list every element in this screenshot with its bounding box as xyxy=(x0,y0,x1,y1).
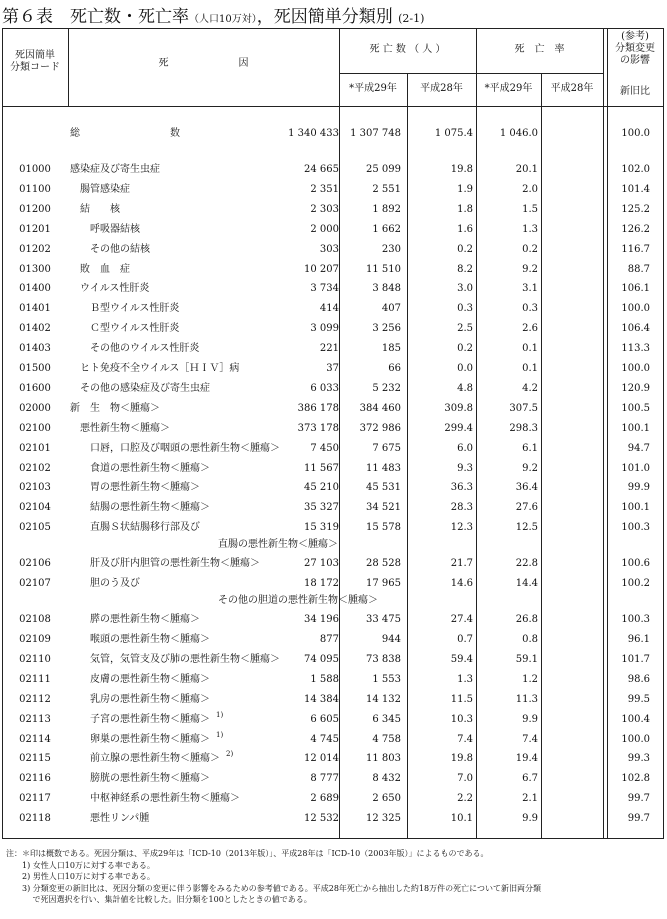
cause-code: 02101 xyxy=(19,442,51,454)
header-deaths: 死 亡 数 （ 人 ） xyxy=(369,44,446,55)
deaths-h28: 372 986 xyxy=(359,422,401,434)
footnote-0: 注：＊印は概数である。死因分類は、平成29年は「ICD-10（2013年版）」、平成28年は「ICD-10（2003年版）」によるものである。 xyxy=(6,849,489,858)
cause-name: 喉頭の悪性新生物＜腫瘍＞ xyxy=(90,634,210,645)
ratio: 99.7 xyxy=(627,793,650,805)
cause-name: 肝及び肝内胆管の悪性新生物＜腫瘍＞ xyxy=(90,558,260,570)
ratio: 101.4 xyxy=(621,183,650,195)
deaths-h28: 6 345 xyxy=(372,713,401,725)
cause-name: 呼吸器結核 xyxy=(90,223,140,235)
cause-code: 01403 xyxy=(19,343,51,355)
table-row xyxy=(2,670,664,689)
cause-name: 口唇，口腔及び咽頭の悪性新生物＜腫瘍＞ xyxy=(90,442,280,454)
header-deaths-h28: 平成28年 xyxy=(420,83,463,94)
total-deaths-h28: 1 307 748 xyxy=(350,128,401,139)
ratio: 102.8 xyxy=(621,773,650,785)
rate-h29: 19.8 xyxy=(450,164,473,175)
cause-code: 02117 xyxy=(19,793,51,805)
deaths-h28: 11 803 xyxy=(366,753,401,765)
cause-name: Ｃ型ウイルス性肝炎 xyxy=(90,323,180,335)
cause-name: 子宮の悪性新生物＜腫瘍＞ xyxy=(90,713,210,725)
header-code: 死因簡単 分類コード xyxy=(10,50,60,73)
ratio: 106.4 xyxy=(621,323,650,335)
cause-name: Ｂ型ウイルス性肝炎 xyxy=(90,303,180,315)
table-row xyxy=(2,690,664,709)
ratio: 100.0 xyxy=(621,363,650,374)
table-row xyxy=(2,200,664,219)
rate-h28: 20.1 xyxy=(515,164,538,175)
deaths-h28: 34 521 xyxy=(366,502,401,514)
cause-code: 02103 xyxy=(19,482,51,494)
deaths-h28: 33 475 xyxy=(366,614,401,626)
cause-code: 02118 xyxy=(19,813,51,825)
rate-h29: 0.3 xyxy=(457,303,473,315)
deaths-h28: 185 xyxy=(381,343,401,355)
cause-name: 結 核 xyxy=(80,203,120,215)
deaths-h28: 3 256 xyxy=(372,323,401,335)
table-row xyxy=(2,439,664,458)
table-row xyxy=(2,260,664,279)
footnote-marker: 1) xyxy=(216,730,224,739)
cause-name: 胃の悪性新生物＜腫瘍＞ xyxy=(90,482,200,494)
total-rate-h29: 1 075.4 xyxy=(434,128,473,139)
footnote-3: 3) 分類変更の新旧比は、死因分類の変更に伴う影響をみるための参考値である。平成28年死亡から抽出した約18万件の死亡について新旧両分類 xyxy=(6,883,541,893)
rate-h28: 22.8 xyxy=(515,558,538,570)
rate-h28: 9.2 xyxy=(522,462,538,474)
rate-h28: 2.0 xyxy=(522,183,538,195)
rate-h29: 21.7 xyxy=(450,558,473,570)
subheader-divider xyxy=(339,73,604,74)
deaths-h29: 4 745 xyxy=(310,733,339,745)
cause-code: 02112 xyxy=(19,693,51,705)
table-row xyxy=(2,379,664,398)
rate-h29: 1.6 xyxy=(457,223,473,235)
table-row xyxy=(2,319,664,338)
rate-h29: 12.3 xyxy=(450,522,473,534)
cause-name: 悪性新生物＜腫瘍＞ xyxy=(80,422,170,434)
deaths-h28: 8 432 xyxy=(372,773,401,785)
rate-h29: 59.4 xyxy=(450,653,473,665)
rate-h29: 19.8 xyxy=(450,753,473,765)
cause-code: 02116 xyxy=(19,773,51,785)
deaths-h29: 74 095 xyxy=(304,653,339,665)
cause-name: 乳房の悪性新生物＜腫瘍＞ xyxy=(90,693,210,705)
cause-code: 01202 xyxy=(19,243,51,255)
rate-h29: 0.0 xyxy=(457,363,473,374)
total-deaths-h29: 1 340 433 xyxy=(288,128,339,139)
ratio: 100.0 xyxy=(621,303,650,315)
rate-h28: 9.9 xyxy=(522,713,538,725)
table-row xyxy=(2,459,664,478)
cause-code: 01300 xyxy=(19,263,51,275)
deaths-h28: 230 xyxy=(381,243,401,255)
table-row xyxy=(2,710,664,729)
rate-h28: 12.5 xyxy=(515,522,538,534)
cause-name-continued: その他の胆道の悪性新生物＜腫瘍＞ xyxy=(218,595,378,607)
deaths-h29: 2 689 xyxy=(310,793,339,805)
ratio: 96.1 xyxy=(627,634,650,645)
rate-h28: 0.8 xyxy=(522,634,538,645)
deaths-h29: 2 000 xyxy=(310,223,339,235)
ratio: 99.9 xyxy=(627,482,650,494)
cause-name: その他の結核 xyxy=(90,243,150,255)
table-row xyxy=(2,769,664,788)
table-row xyxy=(2,554,664,573)
cause-code: 02115 xyxy=(19,753,51,765)
rate-h28: 6.1 xyxy=(522,442,538,454)
rate-h29: 0.7 xyxy=(457,634,473,645)
rate-h28: 0.2 xyxy=(522,243,538,255)
deaths-h29: 303 xyxy=(319,243,339,255)
rate-h28: 4.2 xyxy=(522,382,538,394)
rate-h29: 309.8 xyxy=(444,402,473,414)
deaths-h28: 2 551 xyxy=(372,183,401,195)
table-row xyxy=(2,574,664,607)
statistics-table xyxy=(2,28,664,838)
rate-h28: 9.2 xyxy=(522,263,538,275)
rate-h28: 11.3 xyxy=(515,693,538,705)
ratio: 98.6 xyxy=(627,673,650,685)
rate-h29: 9.3 xyxy=(457,462,473,474)
deaths-h29: 414 xyxy=(319,303,339,315)
deaths-h29: 45 210 xyxy=(304,482,339,494)
deaths-h29: 2 303 xyxy=(310,203,339,215)
table-row xyxy=(2,650,664,669)
deaths-h29: 27 103 xyxy=(304,558,339,570)
ratio: 100.5 xyxy=(621,402,650,414)
cause-name: 前立腺の悪性新生物＜腫瘍＞ xyxy=(90,753,220,765)
ratio: 101.0 xyxy=(621,462,650,474)
deaths-h29: 1 588 xyxy=(310,673,339,685)
rate-h28: 1.2 xyxy=(522,673,538,685)
table-row xyxy=(2,419,664,438)
deaths-h29: 6 033 xyxy=(310,382,339,394)
rate-h28: 0.1 xyxy=(522,363,538,374)
ratio: 100.3 xyxy=(621,614,650,626)
deaths-h28: 384 460 xyxy=(359,402,401,414)
cause-name: 悪性リンパ腫 xyxy=(90,813,150,825)
cause-name: ウイルス性肝炎 xyxy=(80,283,150,295)
rate-h29: 1.9 xyxy=(457,183,473,195)
cause-name: 感染症及び寄生虫症 xyxy=(70,164,160,175)
title-part: (2-1) xyxy=(398,12,425,25)
cause-code: 02106 xyxy=(19,558,51,570)
cause-code: 02105 xyxy=(19,522,51,534)
table-row xyxy=(2,809,664,828)
rate-h29: 36.3 xyxy=(450,482,473,494)
cause-name: 新 生 物＜腫瘍＞ xyxy=(70,402,160,414)
deaths-h28: 7 675 xyxy=(372,442,401,454)
cause-code: 01400 xyxy=(19,283,51,295)
ratio: 102.0 xyxy=(621,164,650,175)
rate-h29: 0.2 xyxy=(457,243,473,255)
deaths-h29: 6 605 xyxy=(310,713,339,725)
rate-h29: 28.3 xyxy=(450,502,473,514)
rate-h29: 1.8 xyxy=(457,203,473,215)
table-row xyxy=(2,299,664,318)
title-rest: ，死因簡単分類別 xyxy=(256,7,393,27)
rate-h29: 299.4 xyxy=(444,422,473,434)
ratio: 88.7 xyxy=(627,263,650,275)
rate-h29: 6.0 xyxy=(457,442,473,454)
table-row xyxy=(2,610,664,629)
header-rate: 死 亡 率 xyxy=(514,44,565,55)
table-row xyxy=(2,160,664,179)
header-ratio: 新旧比 xyxy=(620,86,650,97)
cause-code: 01402 xyxy=(19,323,51,335)
cause-code: 02100 xyxy=(19,422,51,434)
rate-h29: 27.4 xyxy=(450,614,473,626)
deaths-h28: 3 848 xyxy=(372,283,401,295)
deaths-h28: 12 325 xyxy=(366,813,401,825)
deaths-h28: 944 xyxy=(381,634,401,645)
rate-h29: 1.3 xyxy=(457,673,473,685)
ratio: 100.1 xyxy=(621,502,650,514)
ratio: 94.7 xyxy=(627,442,650,454)
rate-h28: 2.1 xyxy=(522,793,538,805)
deaths-h29: 18 172 xyxy=(304,578,339,590)
rate-h29: 8.2 xyxy=(457,263,473,275)
deaths-h28: 73 838 xyxy=(366,653,401,665)
total-ratio: 100.0 xyxy=(621,128,650,139)
cause-code: 02102 xyxy=(19,462,51,474)
rate-h29: 2.5 xyxy=(457,323,473,335)
deaths-h29: 12 532 xyxy=(304,813,339,825)
footnote-2: 2) 男性人口10万に対する率である。 xyxy=(6,872,155,881)
cause-name: 結腸の悪性新生物＜腫瘍＞ xyxy=(90,502,210,514)
cause-code: 01401 xyxy=(19,303,51,315)
table-top-border xyxy=(2,28,664,29)
footnotes xyxy=(6,848,661,906)
rate-h29: 0.2 xyxy=(457,343,473,355)
rate-h29: 7.4 xyxy=(457,733,473,745)
rate-h28: 3.1 xyxy=(522,283,538,295)
ratio: 99.3 xyxy=(627,753,650,765)
cause-code: 02109 xyxy=(19,634,51,645)
deaths-h29: 7 450 xyxy=(310,442,339,454)
total-label: 総 数 xyxy=(70,128,180,139)
deaths-h28: 14 132 xyxy=(366,693,401,705)
table-title xyxy=(2,2,424,27)
header-cause: 死 因 xyxy=(158,58,249,69)
cause-name: 皮膚の悪性新生物＜腫瘍＞ xyxy=(90,673,210,685)
rate-h28: 26.8 xyxy=(515,614,538,626)
title-unit: （人口10万対） xyxy=(189,14,257,25)
table-row xyxy=(2,478,664,497)
rate-h28: 9.9 xyxy=(522,813,538,825)
deaths-h28: 66 xyxy=(388,363,401,374)
cause-name: 膀胱の悪性新生物＜腫瘍＞ xyxy=(90,773,210,785)
cause-code: 02107 xyxy=(19,578,51,590)
deaths-h28: 28 528 xyxy=(366,558,401,570)
ratio: 106.1 xyxy=(621,283,650,295)
cause-name: 食道の悪性新生物＜腫瘍＞ xyxy=(90,462,210,474)
ratio: 100.3 xyxy=(621,522,650,534)
rate-h29: 11.5 xyxy=(450,693,473,705)
ratio: 100.4 xyxy=(621,713,650,725)
cause-name: その他のウイルス性肝炎 xyxy=(90,343,200,355)
rate-h29: 10.3 xyxy=(450,713,473,725)
ratio: 101.7 xyxy=(621,653,650,665)
footnote-4: で死因選択を行い、集計値を比較した。旧分類を100としたときの値である。 xyxy=(6,895,312,904)
ratio: 100.1 xyxy=(621,422,650,434)
deaths-h29: 14 384 xyxy=(304,693,339,705)
title-main: 第６表 死亡数・死亡率 xyxy=(2,7,189,27)
deaths-h28: 11 483 xyxy=(366,462,401,474)
cause-name: ヒト免疫不全ウイルス［ＨＩＶ］病 xyxy=(80,363,240,374)
deaths-h28: 1 662 xyxy=(372,223,401,235)
deaths-h28: 407 xyxy=(381,303,401,315)
deaths-h28: 25 099 xyxy=(366,164,401,175)
deaths-h29: 2 351 xyxy=(310,183,339,195)
header-bottom-border xyxy=(2,106,664,107)
cause-code: 01200 xyxy=(19,203,51,215)
table-row xyxy=(2,730,664,749)
deaths-h29: 11 567 xyxy=(304,462,339,474)
deaths-h28: 4 758 xyxy=(372,733,401,745)
cause-name: 膵の悪性新生物＜腫瘍＞ xyxy=(90,614,200,626)
rate-h28: 27.6 xyxy=(515,502,538,514)
deaths-h28: 45 531 xyxy=(366,482,401,494)
table-row xyxy=(2,399,664,418)
footnote-marker: 2) xyxy=(226,750,234,759)
rate-h29: 3.0 xyxy=(457,283,473,295)
cause-code: 02000 xyxy=(19,402,51,414)
header-rate-h29: *平成29年 xyxy=(484,83,533,94)
deaths-h29: 12 014 xyxy=(304,753,339,765)
rate-h28: 1.3 xyxy=(522,223,538,235)
rate-h28: 6.7 xyxy=(522,773,538,785)
deaths-h28: 5 232 xyxy=(372,382,401,394)
rate-h28: 7.4 xyxy=(522,733,538,745)
header-deaths-h29: *平成29年 xyxy=(349,83,397,94)
cause-code: 01000 xyxy=(19,164,51,175)
deaths-h29: 34 196 xyxy=(304,614,339,626)
deaths-h28: 1 553 xyxy=(372,673,401,685)
rate-h28: 2.6 xyxy=(522,323,538,335)
cause-code: 02104 xyxy=(19,502,51,514)
rate-h28: 59.1 xyxy=(515,653,538,665)
ratio: 99.5 xyxy=(627,693,650,705)
rate-h28: 14.4 xyxy=(515,578,538,590)
cause-name: 中枢神経系の悪性新生物＜腫瘍＞ xyxy=(90,793,240,805)
table-row xyxy=(2,279,664,298)
deaths-h28: 2 650 xyxy=(372,793,401,805)
deaths-h28: 1 892 xyxy=(372,203,401,215)
total-row xyxy=(2,124,664,143)
deaths-h28: 17 965 xyxy=(366,578,401,590)
deaths-h28: 15 578 xyxy=(366,522,401,534)
deaths-h29: 15 319 xyxy=(304,522,339,534)
deaths-h29: 386 178 xyxy=(297,402,339,414)
ratio: 100.6 xyxy=(621,558,650,570)
footnote-marker: 1) xyxy=(216,710,224,719)
deaths-h29: 3 734 xyxy=(310,283,339,295)
header-rate-h28: 平成28年 xyxy=(550,83,594,94)
cause-code: 02108 xyxy=(19,614,51,626)
table-row xyxy=(2,518,664,551)
cause-code: 02113 xyxy=(19,713,51,725)
ratio: 125.2 xyxy=(621,203,650,215)
rate-h28: 36.4 xyxy=(515,482,538,494)
deaths-h29: 373 178 xyxy=(297,422,339,434)
ratio: 120.9 xyxy=(621,382,650,394)
cause-name: 直腸Ｓ状結腸移行部及び xyxy=(90,522,200,534)
cause-code: 01600 xyxy=(19,382,51,394)
ratio: 116.7 xyxy=(621,243,650,255)
rate-h28: 307.5 xyxy=(509,402,538,414)
header-ref: (参考) 分類変更 の影響 xyxy=(615,31,655,66)
deaths-h29: 221 xyxy=(319,343,339,355)
deaths-h29: 8 777 xyxy=(310,773,339,785)
table-row xyxy=(2,240,664,259)
rate-h29: 2.2 xyxy=(457,793,473,805)
table-row xyxy=(2,630,664,649)
cause-name: 腸管感染症 xyxy=(80,183,130,195)
ratio: 126.2 xyxy=(621,223,650,235)
ratio: 113.3 xyxy=(621,343,650,355)
deaths-h28: 11 510 xyxy=(366,263,401,275)
ratio: 100.0 xyxy=(621,733,650,745)
deaths-h29: 10 207 xyxy=(304,263,339,275)
rate-h29: 4.8 xyxy=(457,382,473,394)
total-rate-h28: 1 046.0 xyxy=(499,128,538,139)
table-row xyxy=(2,749,664,768)
deaths-h29: 35 327 xyxy=(304,502,339,514)
rate-h28: 0.3 xyxy=(522,303,538,315)
cause-code: 01201 xyxy=(19,223,51,235)
table-row xyxy=(2,359,664,378)
ratio: 99.7 xyxy=(627,813,650,825)
cause-code: 01500 xyxy=(19,363,51,374)
cause-name: 胆のう及び xyxy=(90,578,140,590)
cause-name-continued: 直腸の悪性新生物＜腫瘍＞ xyxy=(218,539,338,551)
table-row xyxy=(2,498,664,517)
table-row xyxy=(2,180,664,199)
deaths-h29: 3 099 xyxy=(310,323,339,335)
rate-h29: 14.6 xyxy=(450,578,473,590)
table-row xyxy=(2,220,664,239)
rate-h28: 19.4 xyxy=(515,753,538,765)
cause-code: 01100 xyxy=(19,183,51,195)
cause-name: 敗 血 症 xyxy=(80,263,130,275)
footnote-1: 1) 女性人口10万に対する率である。 xyxy=(6,860,155,870)
cause-name: 卵巣の悪性新生物＜腫瘍＞ xyxy=(90,733,210,745)
rate-h28: 298.3 xyxy=(509,422,538,434)
rate-h29: 7.0 xyxy=(457,773,473,785)
table-row xyxy=(2,339,664,358)
rate-h28: 1.5 xyxy=(522,203,538,215)
table-row xyxy=(2,789,664,808)
cause-name: その他の感染症及び寄生虫症 xyxy=(80,382,210,394)
deaths-h29: 37 xyxy=(326,363,339,374)
deaths-h29: 24 665 xyxy=(304,164,339,175)
rate-h28: 0.1 xyxy=(522,343,538,355)
cause-code: 02110 xyxy=(19,653,51,665)
ratio: 100.2 xyxy=(621,578,650,590)
rate-h29: 10.1 xyxy=(450,813,473,825)
table-bottom-border xyxy=(2,838,664,839)
cause-name: 気管，気管支及び肺の悪性新生物＜腫瘍＞ xyxy=(90,653,280,665)
cause-code: 02111 xyxy=(19,673,51,685)
deaths-h29: 877 xyxy=(319,634,339,645)
cause-code: 02114 xyxy=(19,733,51,745)
